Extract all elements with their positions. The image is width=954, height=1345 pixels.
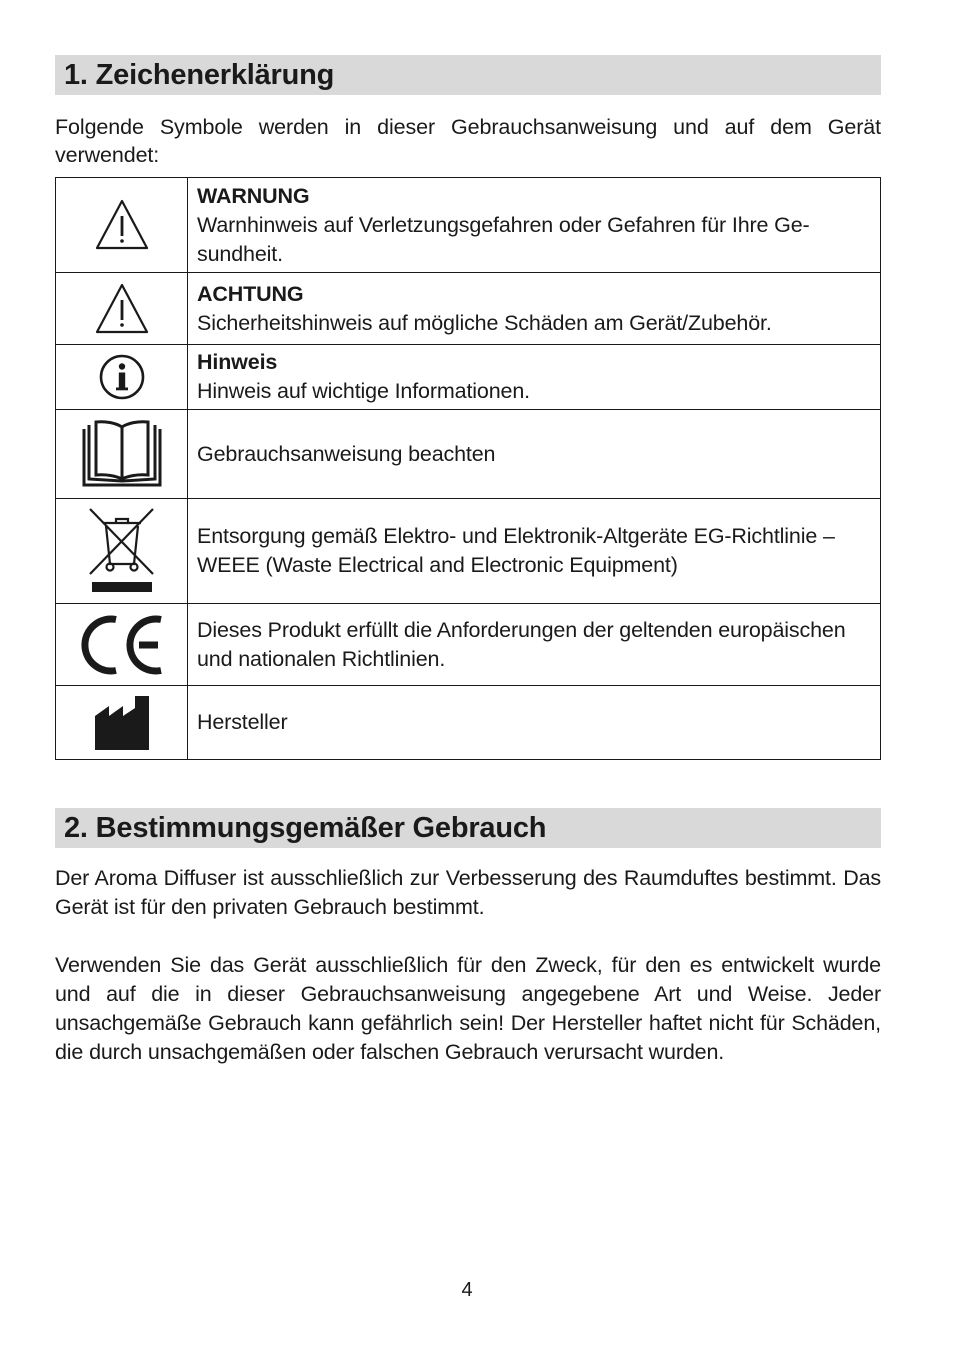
- document-page: [55, 55, 881, 1067]
- text-cell: [188, 345, 881, 410]
- icon-cell: [56, 273, 188, 345]
- symbol-description: Sicherheitshinweis auf mögliche Schäden am Gerät/Zubehör.: [197, 310, 772, 335]
- table-row: [56, 686, 881, 760]
- table-row: [56, 178, 881, 273]
- intended-use-paragraph-2: Verwenden Sie das Gerät ausschließlich für den Zweck, für den es entwickelt wurde und auf die in dieser Gebrauchsanweisung angegebene Art und Weise. Jeder unsachgemäße Gebrauch kann gefährlich sein! Der Hersteller haftet nicht für Schäden, die durch unsachgemäßen oder falschen Gebrauch verursacht wurden.: [55, 953, 881, 1064]
- icon-cell: [56, 410, 188, 499]
- ce-mark-icon: [56, 613, 187, 677]
- intended-use-paragraph-1: Der Aroma Diffuser ist ausschließlich zur Verbesserung des Raumduftes bestimmt. Das Gerät ist für den privaten Gebrauch bestimmt.: [55, 866, 881, 919]
- symbol-description: Entsorgung gemäß Elektro- und Elektronik-Altgeräte EG-Richtlinie – WEEE (Waste Electrical and Electronic Equipment): [197, 524, 835, 577]
- table-row: [56, 410, 881, 499]
- symbol-term: WARNUNG: [197, 183, 310, 208]
- symbols-table: [55, 177, 881, 760]
- table-row: [56, 345, 881, 410]
- symbol-term: ACHTUNG: [197, 281, 304, 306]
- text-cell: [188, 410, 881, 499]
- symbol-description: Hinweis auf wichtige Informationen.: [197, 379, 530, 403]
- icon-cell: [56, 604, 188, 686]
- text-cell: [188, 499, 881, 604]
- weee-crossed-bin-icon: [56, 506, 187, 596]
- text-cell: [188, 604, 881, 686]
- info-icon: [56, 353, 187, 401]
- symbol-description: Dieses Produkt erfüllt die Anforderungen der geltenden europäischen und nationalen Richtlinien.: [197, 617, 846, 671]
- icon-cell: [56, 178, 188, 273]
- symbol-term: Hinweis: [197, 350, 278, 374]
- symbols-intro: Folgende Symbole werden in dieser Gebrauchsanweisung und auf dem Gerät verwendet:: [55, 115, 881, 167]
- warning-triangle-icon: [56, 197, 187, 253]
- manufacturer-icon: [56, 694, 187, 752]
- manual-book-icon: [56, 419, 187, 489]
- table-row: [56, 499, 881, 604]
- section-heading-intended-use: 2. Bestimmungsgemäßer Gebrauch: [55, 808, 881, 848]
- icon-cell: [56, 686, 188, 760]
- symbol-description: Hersteller: [197, 710, 288, 734]
- text-cell: [188, 686, 881, 760]
- icon-cell: [56, 345, 188, 410]
- table-row: [56, 604, 881, 686]
- table-row: [56, 273, 881, 345]
- icon-cell: [56, 499, 188, 604]
- text-cell: [188, 273, 881, 345]
- caution-triangle-icon: [56, 281, 187, 337]
- symbol-description: Warnhinweis auf Verletzungsgefahren oder Gefahren für Ihre Gesundheit.: [197, 212, 810, 266]
- intended-use-section: [55, 808, 881, 1067]
- text-cell: [188, 178, 881, 273]
- symbol-description: Gebrauchsanweisung beachten: [197, 441, 496, 466]
- section-heading-symbols: 1. Zeichenerklärung: [55, 55, 881, 95]
- page-number: 4: [461, 1279, 473, 1301]
